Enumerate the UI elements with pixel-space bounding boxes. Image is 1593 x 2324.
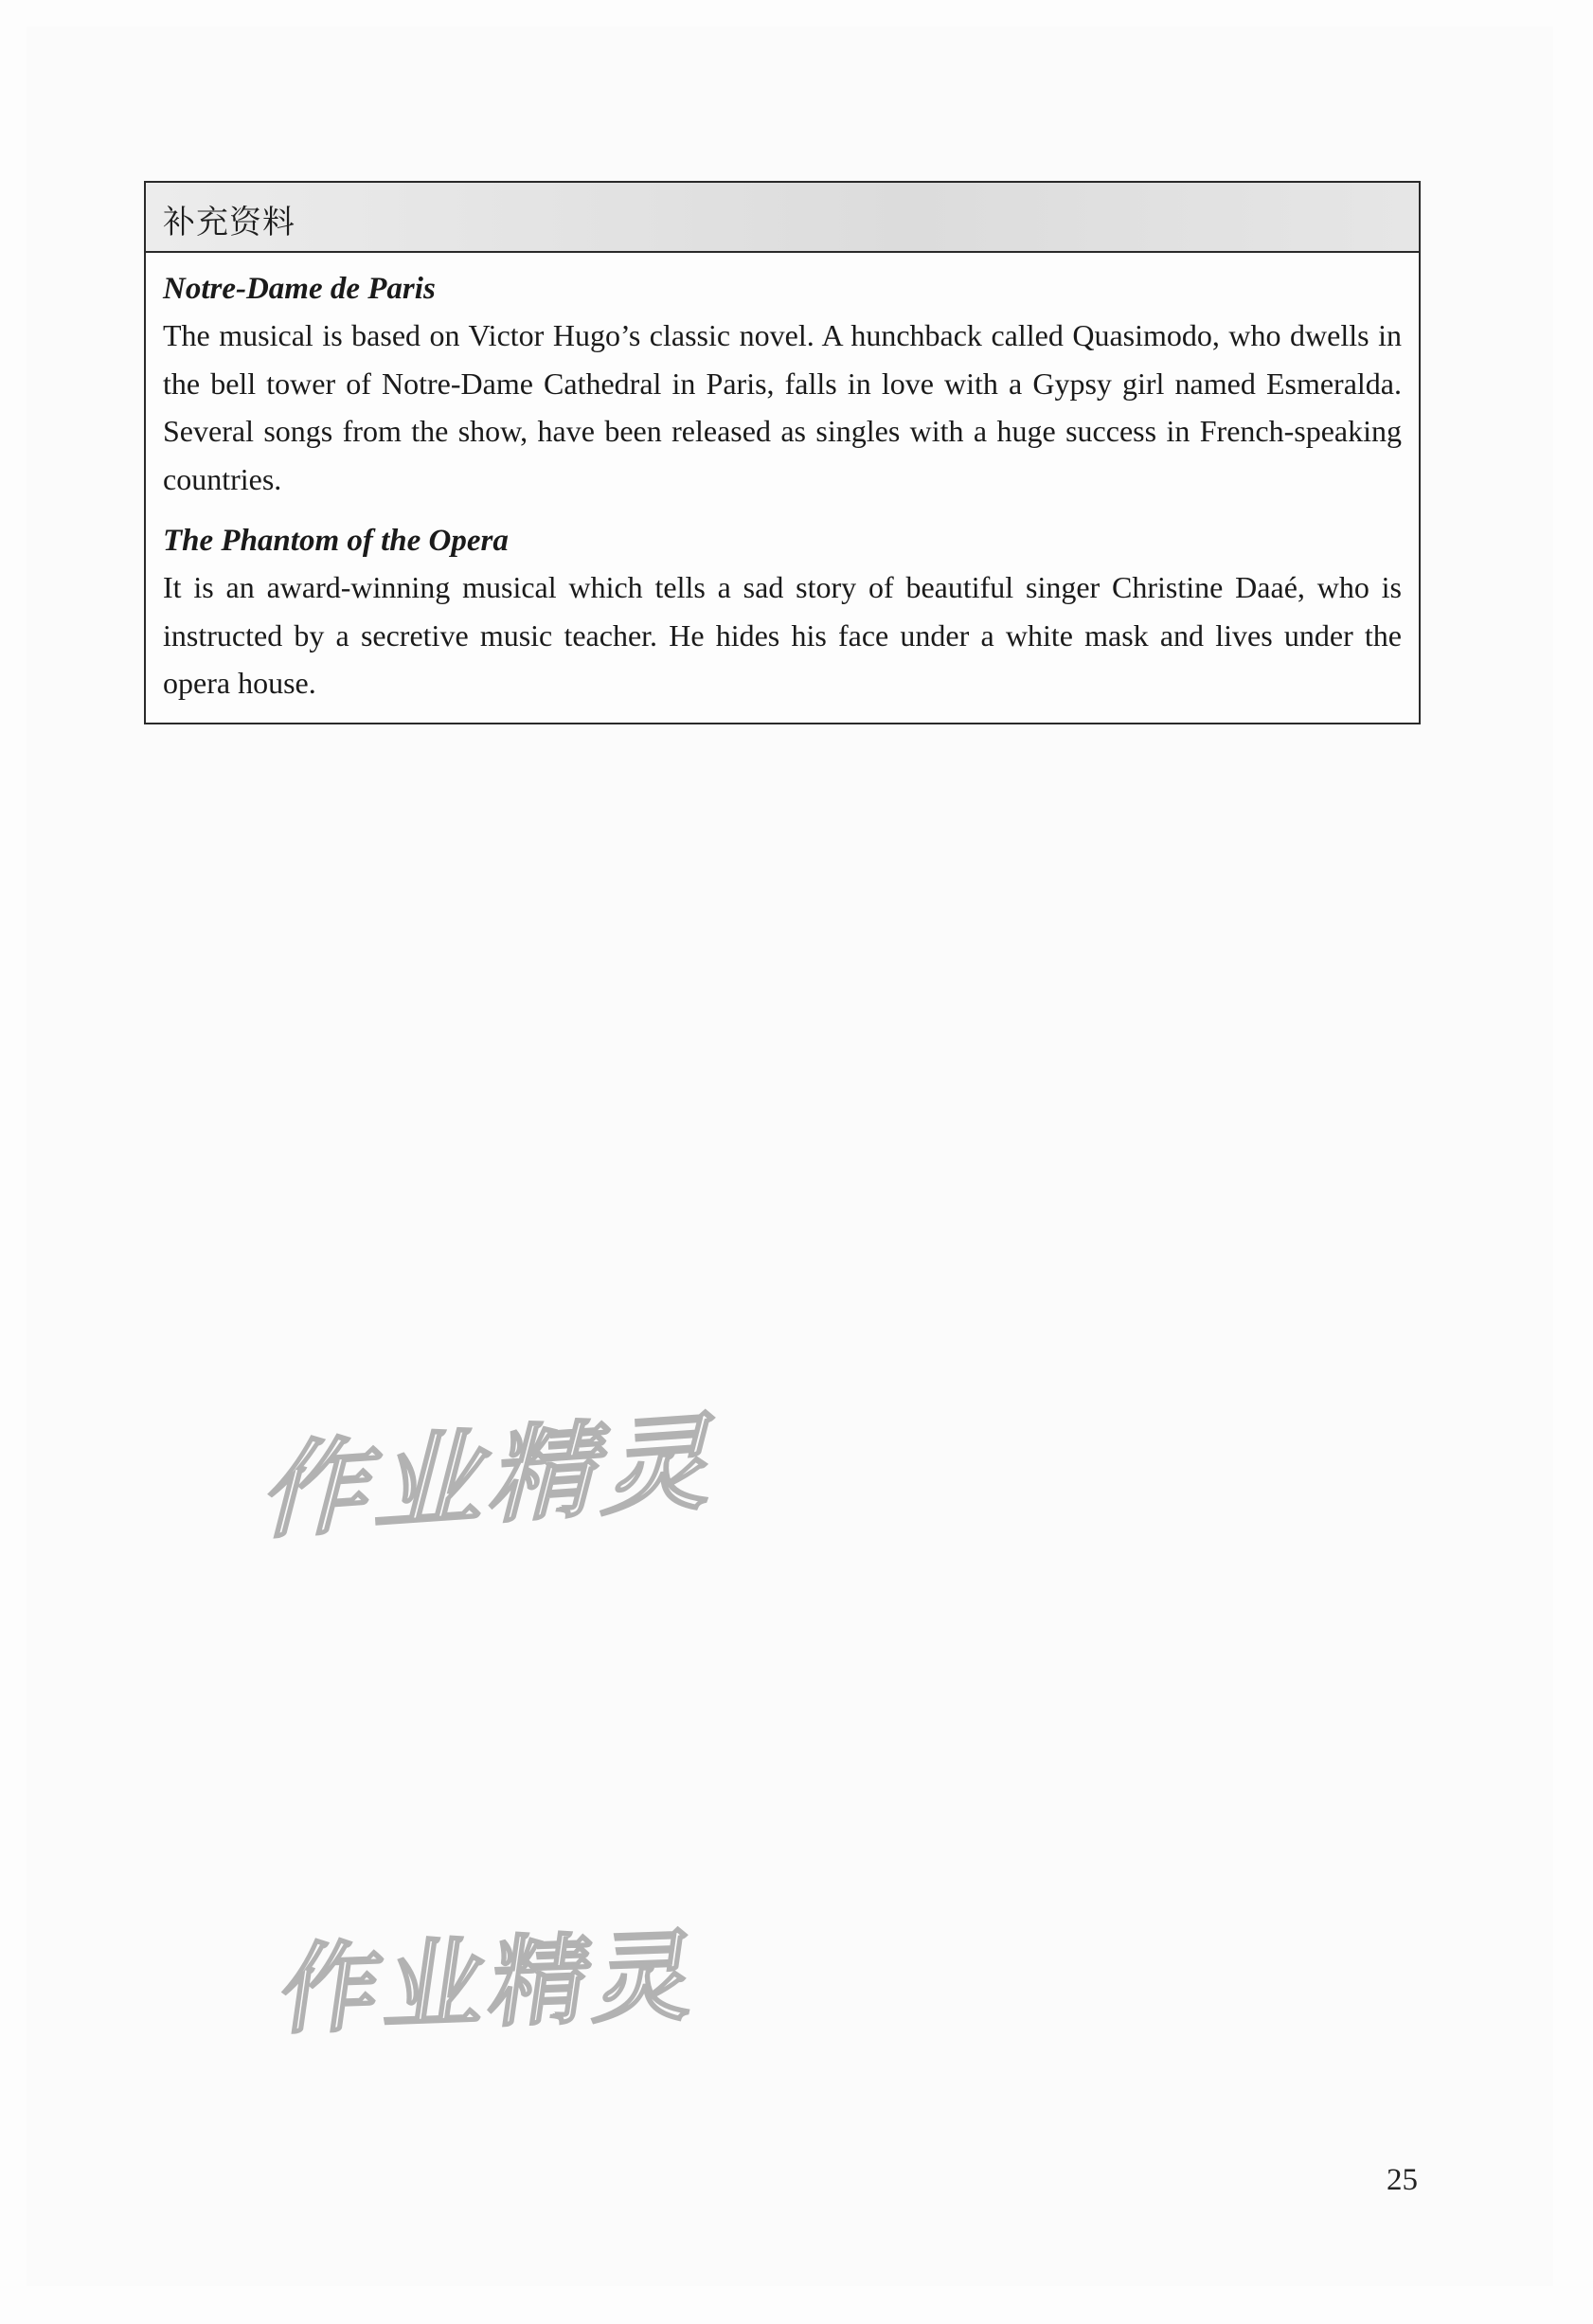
entry-title-phantom-opera: The Phantom of the Opera <box>163 524 509 558</box>
entry-title-notre-dame: Notre-Dame de Paris <box>163 272 436 306</box>
watermark-logo: 作业精灵 <box>252 1400 740 1555</box>
box-header <box>146 183 1419 253</box>
box-header-title: 补充资料 <box>163 204 295 241</box>
watermark-logo: 作业精灵 <box>273 1918 709 2048</box>
entry-text-phantom-opera: It is an award-winning musical which tells a sad story of beautiful singer Christine Daaé, who is instructed by a secretive music teacher. He hides his face under a white mask and lives under the opera house. <box>163 570 1402 700</box>
supplementary-info-box <box>144 181 1421 724</box>
entry-text-notre-dame: The musical is based on Victor Hugo’s classic novel. A hunchback called Quasimodo, who dwells in the bell tower of Notre-Dame Cathedral in Paris, falls in love with a Gypsy girl named Esmeralda. Several songs from the show, have been released as singles with a huge success in French-speaking countries. <box>163 318 1402 496</box>
entry-phantom-opera <box>163 518 1402 707</box>
page-number: 25 <box>1387 2163 1418 2197</box>
box-body <box>146 253 1419 723</box>
entry-notre-dame <box>163 266 1402 503</box>
